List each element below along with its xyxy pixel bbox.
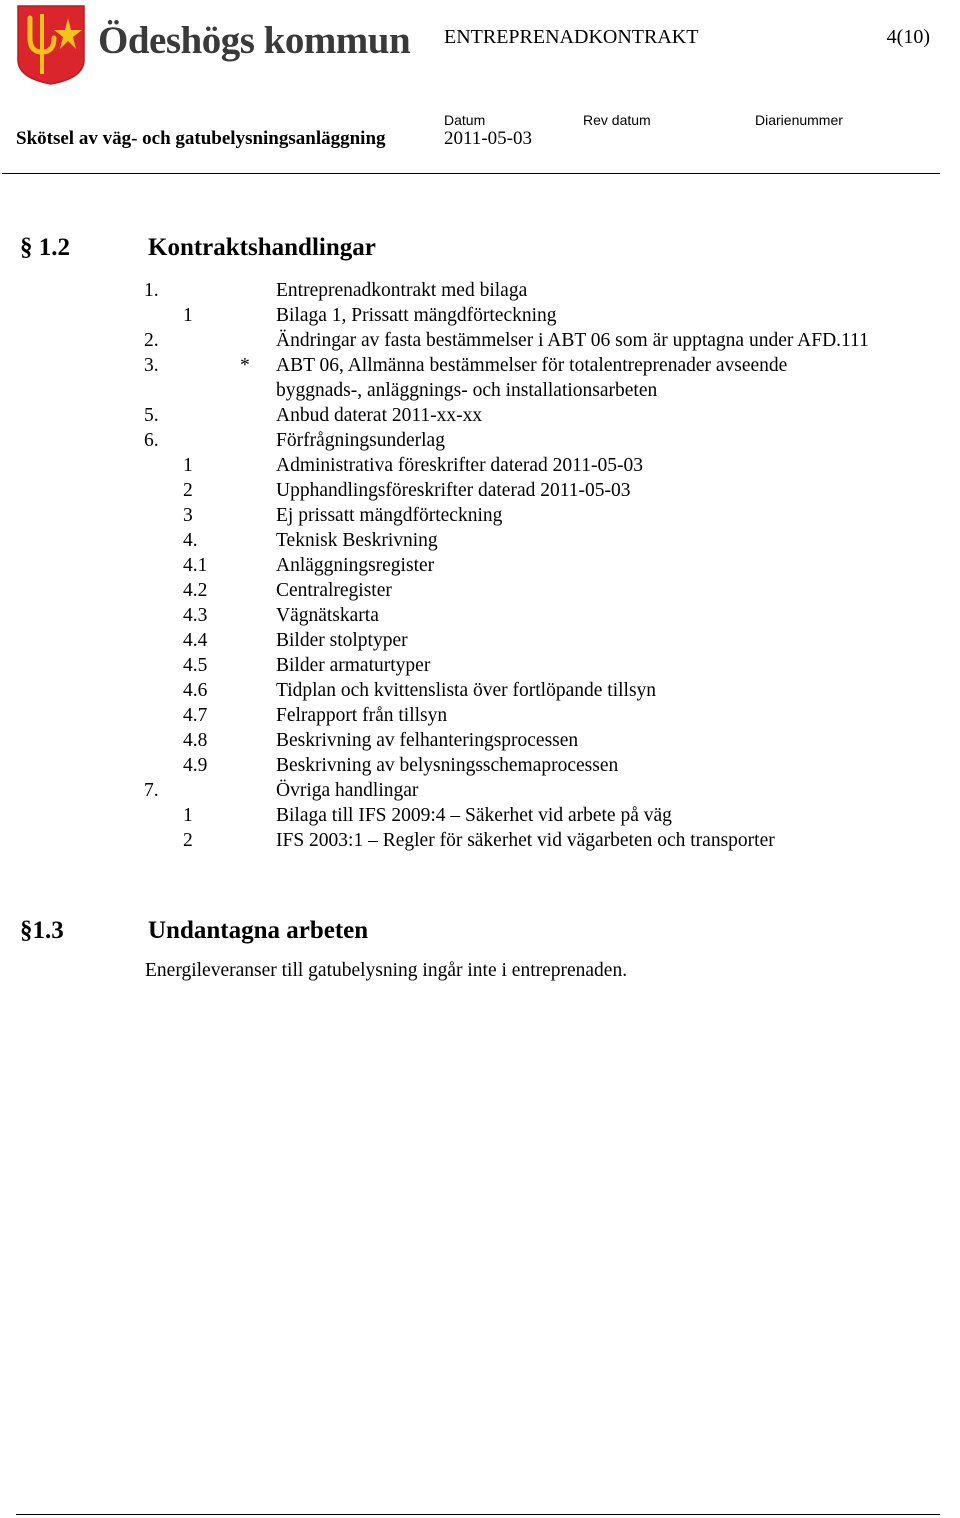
list-item bbox=[0, 303, 960, 328]
list-item-text: Anläggningsregister bbox=[276, 555, 435, 576]
section-number: § 1.2 bbox=[20, 234, 70, 261]
list-item bbox=[0, 403, 960, 428]
list-item bbox=[0, 678, 960, 703]
list-item-number: 2 bbox=[183, 480, 193, 501]
date-value: 2011-05-03 bbox=[444, 128, 532, 149]
list-item-number: 4.9 bbox=[183, 755, 208, 776]
list-item-text: Bilaga till IFS 2009:4 – Säkerhet vid arbete på väg bbox=[276, 805, 672, 826]
list-item-number: 1 bbox=[183, 805, 193, 826]
list-item-text: Beskrivning av felhanteringsprocessen bbox=[276, 730, 579, 751]
section-title: Undantagna arbeten bbox=[148, 917, 369, 944]
revision-date-label: Rev datum bbox=[583, 112, 651, 128]
list-item-text: Vägnätskarta bbox=[276, 605, 379, 626]
list-item-text: Upphandlingsföreskrifter daterad 2011-05-03 bbox=[276, 480, 631, 501]
list-item-number: 4.5 bbox=[183, 655, 208, 676]
list-item bbox=[0, 728, 960, 753]
list-item-text: Ändringar av fasta bestämmelser i ABT 06 som är upptagna under AFD.111 bbox=[276, 330, 869, 351]
list-item-number: 4.4 bbox=[183, 630, 208, 651]
list-item bbox=[0, 753, 960, 778]
municipality-crest-logo bbox=[16, 4, 86, 86]
list-item-text: Beskrivning av belysningsschemaprocessen bbox=[276, 755, 619, 776]
list-item-text: Anbud daterat 2011-xx-xx bbox=[276, 405, 483, 426]
list-item bbox=[0, 278, 960, 303]
list-item bbox=[0, 478, 960, 503]
list-item-text: ABT 06, Allmänna bestämmelser för totalentreprenader avseende byggnads-, anläggnings- och installationsarbeten bbox=[276, 355, 788, 401]
list-item bbox=[0, 353, 960, 403]
document-subject: Skötsel av väg- och gatubelysningsanläggning bbox=[16, 128, 386, 149]
list-item-number: 1 bbox=[183, 305, 193, 326]
list-item-number: 4.6 bbox=[183, 680, 208, 701]
footer-divider bbox=[16, 1514, 940, 1515]
list-item-text: IFS 2003:1 – Regler för säkerhet vid vägarbeten och transporter bbox=[276, 830, 775, 851]
list-item-number: 4.3 bbox=[183, 605, 208, 626]
list-item-number: 1 bbox=[183, 455, 193, 476]
document-type: ENTREPRENADKONTRAKT bbox=[444, 26, 699, 48]
date-label: Datum bbox=[444, 112, 486, 128]
list-item-text: Administrativa föreskrifter daterad 2011-05-03 bbox=[276, 455, 643, 476]
list-item-text: Felrapport från tillsyn bbox=[276, 705, 448, 726]
list-item-number: 7. bbox=[144, 780, 159, 801]
list-item-number: 4. bbox=[183, 530, 198, 551]
list-item-text: Centralregister bbox=[276, 580, 392, 601]
list-item bbox=[0, 603, 960, 628]
list-item-text: Entreprenadkontrakt med bilaga bbox=[276, 280, 528, 301]
list-item-text: Teknisk Beskrivning bbox=[276, 530, 438, 551]
list-item-text: Förfrågningsunderlag bbox=[276, 430, 445, 451]
contract-documents-list bbox=[0, 278, 960, 853]
list-item-text: Bilder armaturtyper bbox=[276, 655, 431, 676]
list-item bbox=[0, 503, 960, 528]
list-item-number: 4.8 bbox=[183, 730, 208, 751]
list-item-number: 3 bbox=[183, 505, 193, 526]
list-item-number: 1. bbox=[144, 280, 159, 301]
list-item bbox=[0, 553, 960, 578]
org-name: Ödeshögs kommun bbox=[98, 19, 411, 62]
diary-number-label: Diarienummer bbox=[755, 112, 843, 128]
list-item-number: 4.7 bbox=[183, 705, 208, 726]
section-title: Kontraktshandlingar bbox=[148, 234, 376, 261]
list-item-text: Bilaga 1, Prissatt mängdförteckning bbox=[276, 305, 557, 326]
list-item bbox=[0, 803, 960, 828]
page-number: 4(10) bbox=[886, 26, 930, 48]
list-item-number: 3. bbox=[144, 355, 159, 376]
list-item-number: 6. bbox=[144, 430, 159, 451]
list-item-text: Ej prissatt mängdförteckning bbox=[276, 505, 503, 526]
section-number: §1.3 bbox=[20, 917, 64, 944]
list-item bbox=[0, 578, 960, 603]
list-item-text: Övriga handlingar bbox=[276, 780, 419, 801]
list-item-text: Bilder stolptyper bbox=[276, 630, 408, 651]
list-item bbox=[0, 453, 960, 478]
list-item-text: Tidplan och kvittenslista över fortlöpande tillsyn bbox=[276, 680, 657, 701]
list-item-number: 5. bbox=[144, 405, 159, 426]
list-item-number: 2. bbox=[144, 330, 159, 351]
list-item bbox=[0, 653, 960, 678]
list-item bbox=[0, 828, 960, 853]
list-item bbox=[0, 778, 960, 803]
list-item bbox=[0, 703, 960, 728]
section-paragraph: Energileveranser till gatubelysning ingår inte i entreprenaden. bbox=[145, 960, 628, 981]
list-item bbox=[0, 428, 960, 453]
list-item bbox=[0, 328, 960, 353]
list-item bbox=[0, 628, 960, 653]
list-item bbox=[0, 528, 960, 553]
list-item-marker: * bbox=[240, 355, 250, 376]
header-divider bbox=[2, 173, 940, 174]
list-item-number: 4.2 bbox=[183, 580, 208, 601]
list-item-number: 4.1 bbox=[183, 555, 208, 576]
list-item-number: 2 bbox=[183, 830, 193, 851]
